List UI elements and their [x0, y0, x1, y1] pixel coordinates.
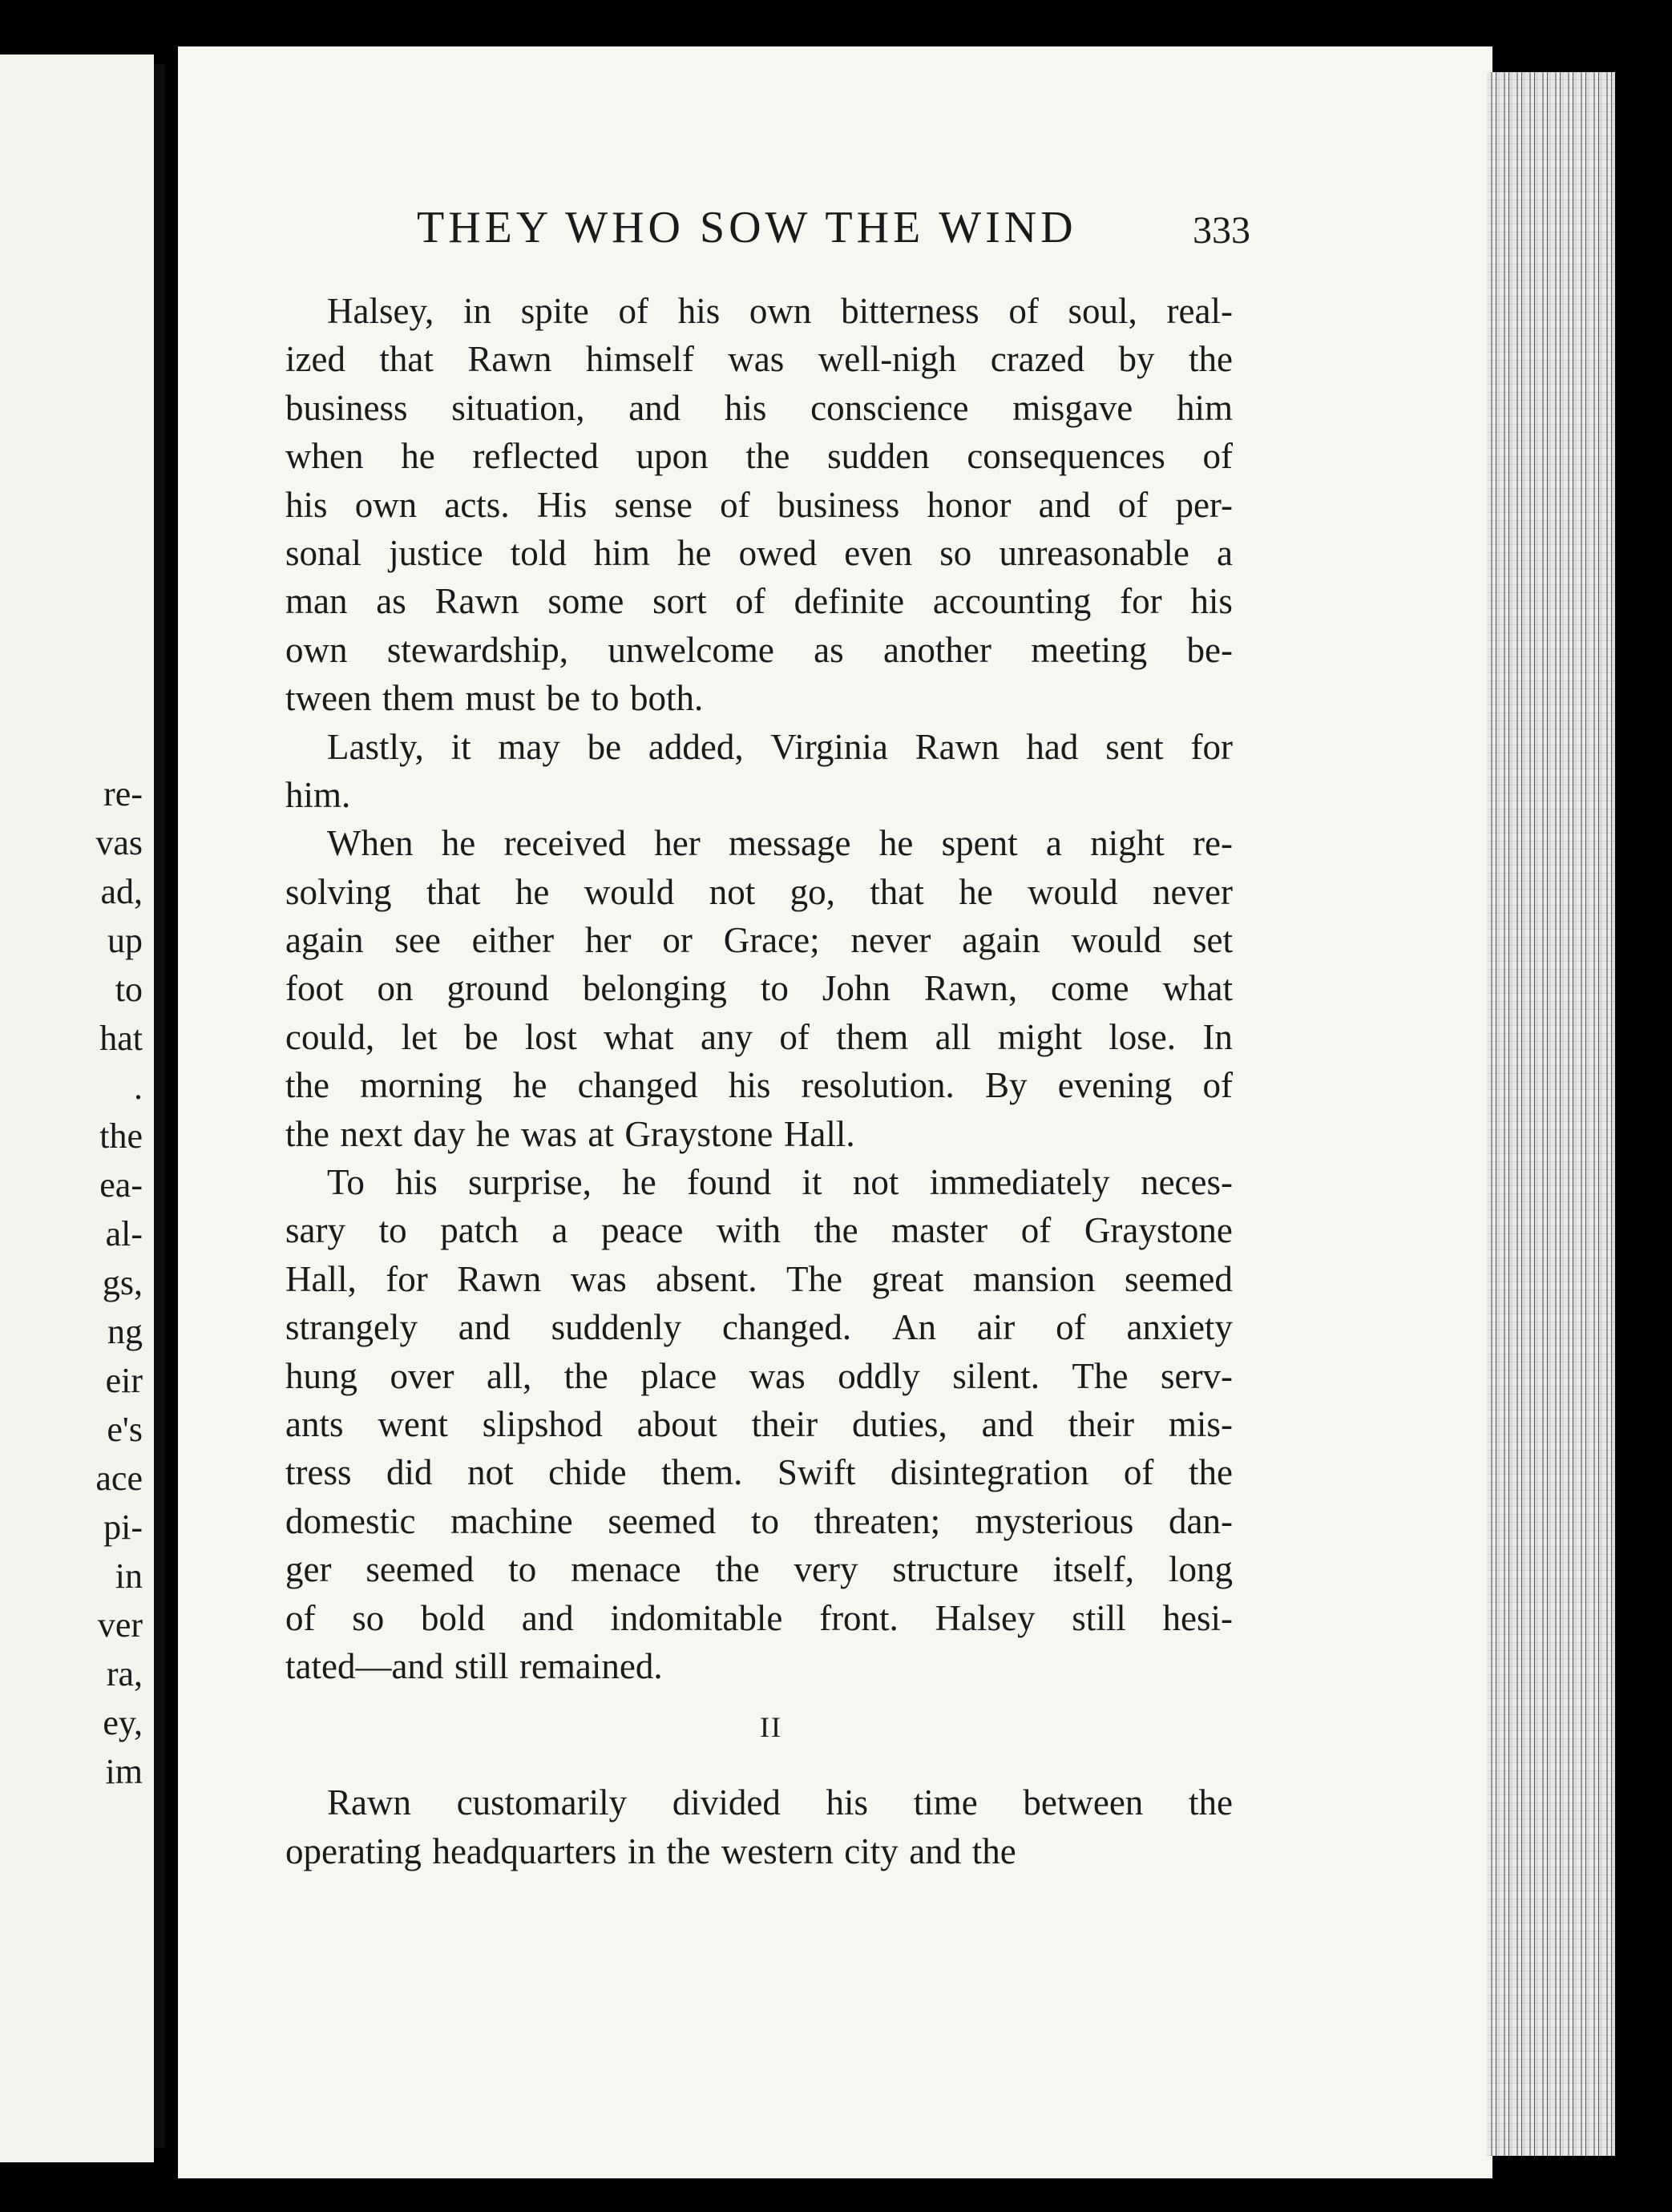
facing-page-line: to [115, 970, 143, 1009]
text-line: sary to patch a peace with the master of Graystone [285, 1210, 1233, 1251]
text-line: could, let be lost what any of them all might lose. In [285, 1016, 1233, 1057]
text-line: his own acts. His sense of business honor and of per- [285, 484, 1233, 525]
text-line: tated—and still remained. [285, 1645, 663, 1686]
facing-page-line: re- [103, 774, 143, 813]
text-line: the next day he was at Graystone Hall. [285, 1113, 855, 1154]
facing-page-line: ad, [100, 872, 143, 911]
facing-page-line: in [115, 1556, 143, 1596]
text-line: hung over all, the place was oddly silent. The serv- [285, 1355, 1233, 1396]
text-line: sonal justice told him he owed even so unreasonable a [285, 532, 1233, 573]
section-number: II [760, 1711, 782, 1744]
text-line: domestic machine seemed to threaten; mysterious dan- [285, 1500, 1233, 1541]
text-line: ants went slipshod about their duties, and their mis- [285, 1403, 1233, 1444]
text-line: When he received her message he spent a night re- [327, 823, 1233, 864]
facing-page-line: e's [107, 1410, 143, 1449]
book-gutter [154, 64, 165, 2148]
facing-page-line: up [107, 921, 143, 960]
body-text [285, 287, 1233, 1875]
page-block-edges [1487, 72, 1615, 2156]
facing-page-line: ra, [106, 1654, 143, 1693]
facing-page-line: gs, [102, 1263, 143, 1302]
text-line: Lastly, it may be added, Virginia Rawn had sent for [327, 726, 1233, 767]
text-line: when he reflected upon the sudden consequences of [285, 436, 1233, 477]
facing-page-line: vas [95, 823, 143, 862]
text-line: Rawn customarily divided his time between the [327, 1782, 1233, 1823]
text-line: the morning he changed his resolution. By evening of [285, 1065, 1233, 1106]
facing-page-line: pi- [103, 1508, 143, 1547]
facing-page-line: hat [99, 1019, 143, 1058]
text-line: solving that he would not go, that he would never [285, 871, 1233, 912]
facing-page-line: ey, [103, 1703, 143, 1742]
facing-page-line: al- [105, 1214, 143, 1253]
text-line: ized that Rawn himself was well-nigh crazed by the [285, 339, 1233, 380]
facing-page-line: the [99, 1116, 143, 1156]
text-line: man as Rawn some sort of definite accounting for his [285, 581, 1233, 622]
text-line: own stewardship, unwelcome as another meeting be- [285, 629, 1233, 670]
text-line: him. [285, 774, 351, 815]
running-title: THEY WHO SOW THE WIND [417, 203, 1077, 252]
text-line: ger seemed to menace the very structure itself, long [285, 1549, 1233, 1590]
text-line: tween them must be to both. [285, 678, 704, 719]
page-header [417, 202, 1250, 258]
facing-page-line: ea- [99, 1165, 143, 1205]
text-line: strangely and suddenly changed. An air of anxiety [285, 1307, 1233, 1348]
facing-page-line: ver [97, 1605, 143, 1645]
text-line: tress did not chide them. Swift disintegration of the [285, 1452, 1233, 1493]
text-line: business situation, and his conscience misgave him [285, 387, 1233, 428]
facing-page-line: eir [105, 1361, 143, 1400]
facing-page-line: ace [95, 1459, 143, 1498]
text-line: of so bold and indomitable front. Halsey still hesi- [285, 1597, 1233, 1638]
text-line: foot on ground belonging to John Rawn, come what [285, 968, 1233, 1009]
text-line: To his surprise, he found it not immediately neces- [327, 1162, 1233, 1203]
facing-page-text [0, 769, 143, 1796]
facing-page-line: . [134, 1068, 143, 1107]
facing-page-line: ng [107, 1312, 143, 1351]
text-line: operating headquarters in the western city and the [285, 1831, 1016, 1871]
text-line: Hall, for Rawn was absent. The great mansion seemed [285, 1258, 1233, 1299]
page-number: 333 [1193, 209, 1250, 252]
text-line: Halsey, in spite of his own bitterness of soul, real- [327, 291, 1233, 331]
facing-page-line: im [105, 1752, 143, 1791]
text-line: again see either her or Grace; never again would set [285, 920, 1233, 961]
